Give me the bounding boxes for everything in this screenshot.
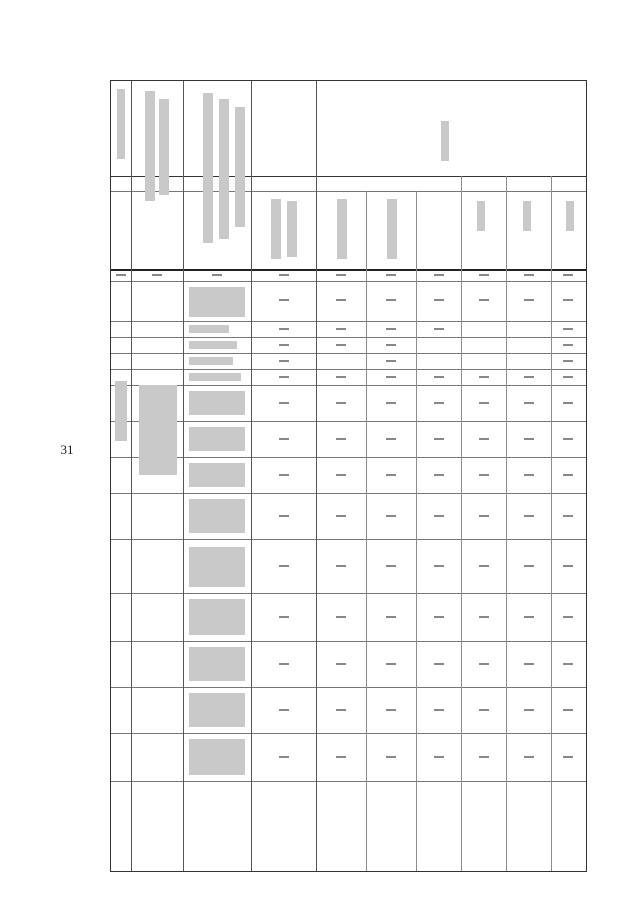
status-label-block bbox=[115, 381, 127, 441]
value-cell-mark bbox=[386, 376, 396, 378]
row-label-block bbox=[189, 427, 245, 451]
value-cell-mark bbox=[563, 438, 573, 440]
value-cell-mark bbox=[479, 376, 489, 378]
row-label-block bbox=[189, 287, 245, 317]
value-cell-mark bbox=[479, 402, 489, 404]
column-number-mark bbox=[524, 274, 534, 276]
value-cell-mark bbox=[279, 328, 289, 330]
column-line bbox=[461, 176, 462, 871]
header-text-block bbox=[477, 201, 485, 231]
value-cell-mark bbox=[563, 328, 573, 330]
value-cell-mark bbox=[479, 515, 489, 517]
value-cell-mark bbox=[479, 756, 489, 758]
value-cell-mark bbox=[279, 438, 289, 440]
header-text-block bbox=[287, 201, 297, 257]
value-cell-mark bbox=[524, 402, 534, 404]
value-cell-mark bbox=[386, 299, 396, 301]
value-cell-mark bbox=[279, 402, 289, 404]
column-line bbox=[183, 81, 184, 871]
column-line bbox=[416, 191, 417, 871]
value-cell-mark bbox=[386, 344, 396, 346]
value-cell-mark bbox=[524, 474, 534, 476]
value-cell-mark bbox=[336, 616, 346, 618]
value-cell-mark bbox=[434, 438, 444, 440]
row-label-block bbox=[189, 373, 241, 381]
value-cell-mark bbox=[386, 438, 396, 440]
value-cell-mark bbox=[336, 709, 346, 711]
column-number-mark bbox=[563, 274, 573, 276]
value-cell-mark bbox=[524, 299, 534, 301]
column-line bbox=[506, 176, 507, 871]
value-cell-mark bbox=[563, 360, 573, 362]
value-cell-mark bbox=[434, 565, 444, 567]
row-label-block bbox=[189, 547, 245, 587]
value-cell-mark bbox=[434, 663, 444, 665]
column-line bbox=[366, 191, 367, 871]
value-cell-mark bbox=[279, 565, 289, 567]
value-cell-mark bbox=[479, 438, 489, 440]
value-cell-mark bbox=[386, 360, 396, 362]
row-label-block bbox=[189, 693, 245, 727]
value-cell-mark bbox=[386, 402, 396, 404]
group-label-block bbox=[139, 385, 177, 475]
header-text-block bbox=[159, 99, 169, 195]
row-label-block bbox=[189, 341, 237, 349]
value-cell-mark bbox=[479, 709, 489, 711]
value-cell-mark bbox=[386, 709, 396, 711]
value-cell-mark bbox=[563, 663, 573, 665]
value-cell-mark bbox=[524, 438, 534, 440]
value-cell-mark bbox=[434, 515, 444, 517]
value-cell-mark bbox=[563, 616, 573, 618]
value-cell-mark bbox=[563, 344, 573, 346]
row-label-block bbox=[189, 599, 245, 635]
value-cell-mark bbox=[479, 663, 489, 665]
value-cell-mark bbox=[386, 515, 396, 517]
value-cell-mark bbox=[336, 438, 346, 440]
value-cell-mark bbox=[279, 474, 289, 476]
header-text-block bbox=[566, 201, 574, 231]
value-cell-mark bbox=[434, 299, 444, 301]
row-label-block bbox=[189, 739, 245, 775]
value-cell-mark bbox=[279, 299, 289, 301]
value-cell-mark bbox=[279, 756, 289, 758]
value-cell-mark bbox=[563, 299, 573, 301]
value-cell-mark bbox=[479, 565, 489, 567]
header-text-block bbox=[117, 89, 125, 159]
column-number-mark bbox=[279, 274, 289, 276]
column-line bbox=[131, 81, 132, 871]
row-label-block bbox=[189, 647, 245, 681]
column-line bbox=[551, 176, 552, 871]
column-number-mark bbox=[386, 274, 396, 276]
value-cell-mark bbox=[279, 376, 289, 378]
value-cell-mark bbox=[279, 663, 289, 665]
value-cell-mark bbox=[524, 376, 534, 378]
header-text-block bbox=[235, 107, 245, 227]
budget-table bbox=[110, 80, 587, 872]
value-cell-mark bbox=[336, 474, 346, 476]
value-cell-mark bbox=[479, 474, 489, 476]
value-cell-mark bbox=[524, 515, 534, 517]
value-cell-mark bbox=[336, 402, 346, 404]
value-cell-mark bbox=[386, 328, 396, 330]
column-line bbox=[316, 81, 317, 871]
value-cell-mark bbox=[434, 474, 444, 476]
value-cell-mark bbox=[386, 474, 396, 476]
value-cell-mark bbox=[563, 376, 573, 378]
column-number-mark bbox=[116, 274, 126, 276]
header-text-block bbox=[387, 199, 397, 259]
value-cell-mark bbox=[279, 709, 289, 711]
value-cell-mark bbox=[434, 328, 444, 330]
value-cell-mark bbox=[279, 515, 289, 517]
value-cell-mark bbox=[386, 756, 396, 758]
value-cell-mark bbox=[386, 616, 396, 618]
value-cell-mark bbox=[434, 402, 444, 404]
value-cell-mark bbox=[434, 376, 444, 378]
column-number-mark bbox=[152, 274, 162, 276]
value-cell-mark bbox=[479, 616, 489, 618]
value-cell-mark bbox=[563, 474, 573, 476]
value-cell-mark bbox=[336, 376, 346, 378]
value-cell-mark bbox=[434, 616, 444, 618]
column-line bbox=[251, 81, 252, 871]
value-cell-mark bbox=[279, 360, 289, 362]
row-label-block bbox=[189, 499, 245, 533]
value-cell-mark bbox=[336, 344, 346, 346]
value-cell-mark bbox=[524, 663, 534, 665]
value-cell-mark bbox=[563, 709, 573, 711]
value-cell-mark bbox=[336, 663, 346, 665]
value-cell-mark bbox=[563, 756, 573, 758]
value-cell-mark bbox=[479, 299, 489, 301]
value-cell-mark bbox=[336, 515, 346, 517]
header-text-block bbox=[145, 91, 155, 201]
row-label-block bbox=[189, 391, 245, 415]
value-cell-mark bbox=[279, 616, 289, 618]
value-cell-mark bbox=[386, 663, 396, 665]
value-cell-mark bbox=[524, 616, 534, 618]
value-cell-mark bbox=[434, 709, 444, 711]
row-label-block bbox=[189, 357, 233, 365]
value-cell-mark bbox=[524, 756, 534, 758]
value-cell-mark bbox=[336, 299, 346, 301]
value-cell-mark bbox=[434, 756, 444, 758]
value-cell-mark bbox=[279, 344, 289, 346]
column-number-mark bbox=[479, 274, 489, 276]
row-label-block bbox=[189, 463, 245, 487]
header-text-block bbox=[271, 199, 281, 259]
value-cell-mark bbox=[563, 515, 573, 517]
header-text-block bbox=[219, 99, 229, 239]
header-text-block bbox=[523, 201, 531, 231]
value-cell-mark bbox=[336, 565, 346, 567]
value-cell-mark bbox=[386, 565, 396, 567]
value-cell-mark bbox=[524, 565, 534, 567]
header-text-block bbox=[203, 93, 213, 243]
page-number: 31 bbox=[60, 442, 74, 457]
value-cell-mark bbox=[563, 402, 573, 404]
row-label-block bbox=[189, 325, 229, 333]
header-text-block bbox=[441, 121, 449, 161]
column-number-mark bbox=[434, 274, 444, 276]
value-cell-mark bbox=[563, 565, 573, 567]
header-text-block bbox=[337, 199, 347, 259]
value-cell-mark bbox=[336, 756, 346, 758]
value-cell-mark bbox=[524, 709, 534, 711]
column-number-mark bbox=[336, 274, 346, 276]
value-cell-mark bbox=[336, 328, 346, 330]
column-number-mark bbox=[212, 274, 222, 276]
